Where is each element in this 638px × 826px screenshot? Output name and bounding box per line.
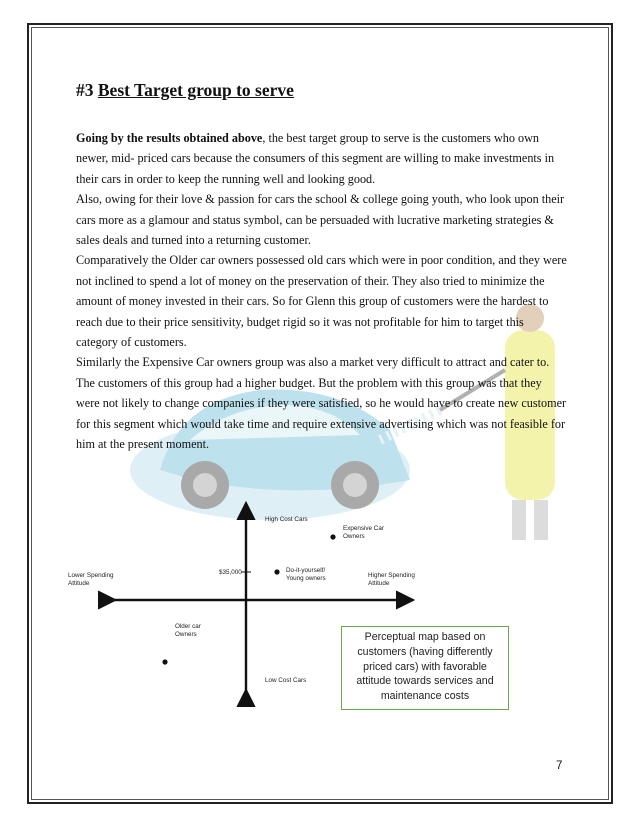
- paragraph-text: , the best target group to serve is the customers who own newer, mid- priced cars because the consumers of this segment are willing to make investments in their cars in order to keep the running well and looking good.: [76, 131, 555, 186]
- point-older-owners: [162, 659, 167, 664]
- point-expensive-label-2: Owners: [343, 533, 365, 540]
- axis-label-left-2: Attitude: [68, 580, 90, 587]
- map-caption-box: Perceptual map based on customers (having differently priced cars) with favorable attitude towards services and maintenance costs: [341, 626, 509, 710]
- paragraph-text: Similarly the Expensive Car owners group was also a market very difficult to attract and cater to. The customers of this group had a higher budget. But the problem with this group was that they were not likely to change companies if they were satisfied, so he would have to create new customer for this segment which would take time and require extensive advertising which was not feasible for him at the present moment.: [76, 355, 567, 452]
- point-expensive-owners: [330, 534, 335, 539]
- section-heading: [76, 80, 294, 101]
- point-diy-label-1: Do-it-yourself/: [286, 567, 326, 574]
- paragraph-text: Comparatively the Older car owners possessed old cars which were in poor condition, and they were not inclined to spend a lot of money on the preservation of their. They also tried to minimize the amount of money invested in their cars. So for Glenn this group of customers were the hardest to reach due to their price sensitivity, budget rigid so it was not profitable for him to target this category of customers.: [76, 253, 567, 350]
- paragraph-text: Also, owing for their love & passion for cars the school & college going youth, who look upon their cars more as a glamour and status symbol, can be persuaded with lucrative marketing strategies & sales deals and turned into a returning customer.: [76, 192, 565, 248]
- body-text: [76, 128, 568, 455]
- price-tick-label: $35,000: [219, 569, 242, 576]
- axis-label-bottom: Low Cost Cars: [265, 677, 307, 684]
- heading-title: Best Target group to serve: [97, 80, 294, 100]
- paragraph-2: [76, 189, 568, 250]
- point-older-label-2: Owners: [175, 631, 197, 638]
- point-diy-young: [274, 569, 279, 574]
- point-older-label-1: Older car: [175, 623, 201, 630]
- point-expensive-label-1: Expensive Car: [343, 525, 384, 532]
- axis-label-right-1: Higher Spending: [368, 572, 415, 579]
- paragraph-lead: Going by the results obtained above: [76, 131, 263, 145]
- axis-label-top: High Cost Cars: [265, 516, 308, 523]
- page-number: 7: [556, 760, 563, 772]
- axis-label-right-2: Attitude: [368, 580, 390, 587]
- paragraph-1: [76, 128, 568, 189]
- paragraph-3: [76, 250, 568, 352]
- heading-number: #3: [76, 80, 94, 100]
- paragraph-4: [76, 352, 568, 454]
- axis-label-left-1: Lower Spending: [68, 572, 114, 579]
- point-diy-label-2: Young owners: [286, 575, 326, 582]
